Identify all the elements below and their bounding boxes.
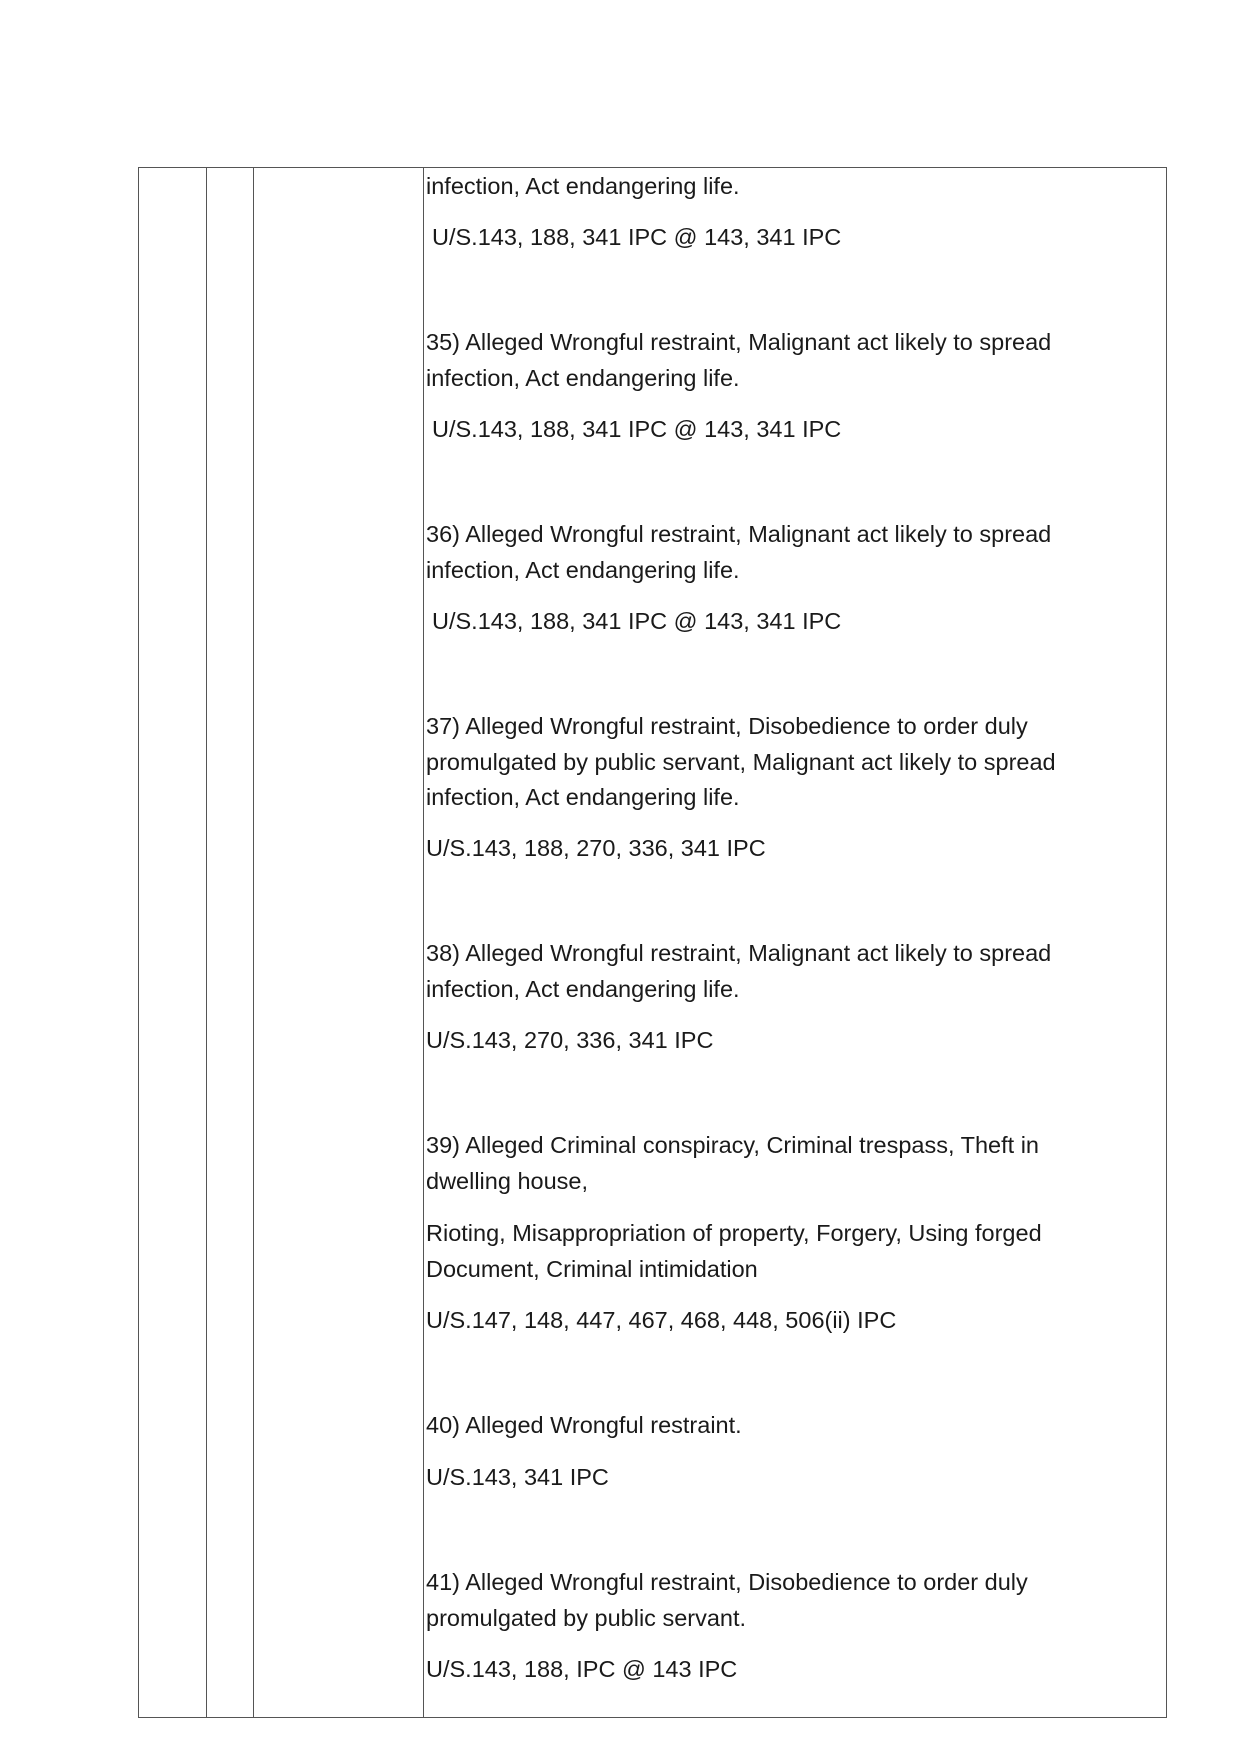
entry-description-line: Rioting, Misappropriation of property, Forgery, Using forged [426, 1220, 1042, 1246]
entry-description-line: Document, Criminal intimidation [426, 1255, 758, 1282]
entry-sections: U/S.143, 188, IPC @ 143 IPC [426, 1656, 738, 1682]
entry-description-line: dwelling house, [426, 1167, 588, 1194]
entry-description-line: 37) Alleged Wrongful restraint, Disobedience to order duly [426, 713, 1028, 739]
entry-36 [426, 517, 1126, 588]
entry-description-line: 36) Alleged Wrongful restraint, Malignant act likely to spread [426, 521, 1052, 547]
entry-sections: U/S.143, 270, 336, 341 IPC [426, 1027, 714, 1053]
entry-description-line: 41) Alleged Wrongful restraint, Disobedience to order duly [426, 1569, 1028, 1595]
entry-sections: U/S.143, 188, 270, 336, 341 IPC [426, 835, 766, 861]
entry-description-line: infection, Act endangering life. [426, 784, 740, 810]
offence-details-cell [425, 168, 1166, 1717]
entry-37 [426, 709, 1126, 816]
entry-description-line: 39) Alleged Criminal conspiracy, Criminal trespass, Theft in [426, 1132, 1039, 1158]
entry-sections: U/S.143, 188, 341 IPC @ 143, 341 IPC [432, 416, 842, 442]
entry-41 [426, 1565, 1126, 1636]
entry-description-line: infection, Act endangering life. [426, 975, 740, 1002]
column-divider-3 [423, 168, 424, 1717]
offence-table [138, 167, 1167, 1718]
entry-description-line: 40) Alleged Wrongful restraint. [426, 1412, 742, 1438]
entry-description-line: infection, Act endangering life. [426, 364, 740, 391]
column-divider-2 [253, 168, 254, 1717]
entry-35 [426, 325, 1126, 396]
entry-description-line: infection, Act endangering life. [426, 173, 740, 199]
entry-description-line: promulgated by public servant, Malignant act likely to spread [426, 748, 1056, 775]
entry-continuation [426, 169, 1126, 205]
entry-40 [426, 1408, 1126, 1444]
entry-description-line: promulgated by public servant. [426, 1604, 747, 1631]
entry-sections: U/S.143, 341 IPC [426, 1464, 609, 1490]
entry-38 [426, 936, 1126, 1007]
entry-sections: U/S.143, 188, 341 IPC @ 143, 341 IPC [432, 608, 842, 634]
entry-sections: U/S.143, 188, 341 IPC @ 143, 341 IPC [432, 224, 842, 250]
entry-description-line: 35) Alleged Wrongful restraint, Malignant act likely to spread [426, 329, 1052, 355]
entry-description-line: 38) Alleged Wrongful restraint, Malignant act likely to spread [426, 940, 1052, 966]
column-divider-1 [206, 168, 207, 1717]
entry-39 [426, 1128, 1126, 1199]
entry-sections: U/S.147, 148, 447, 467, 468, 448, 506(ii) IPC [426, 1307, 897, 1333]
entry-description-line: infection, Act endangering life. [426, 556, 740, 583]
